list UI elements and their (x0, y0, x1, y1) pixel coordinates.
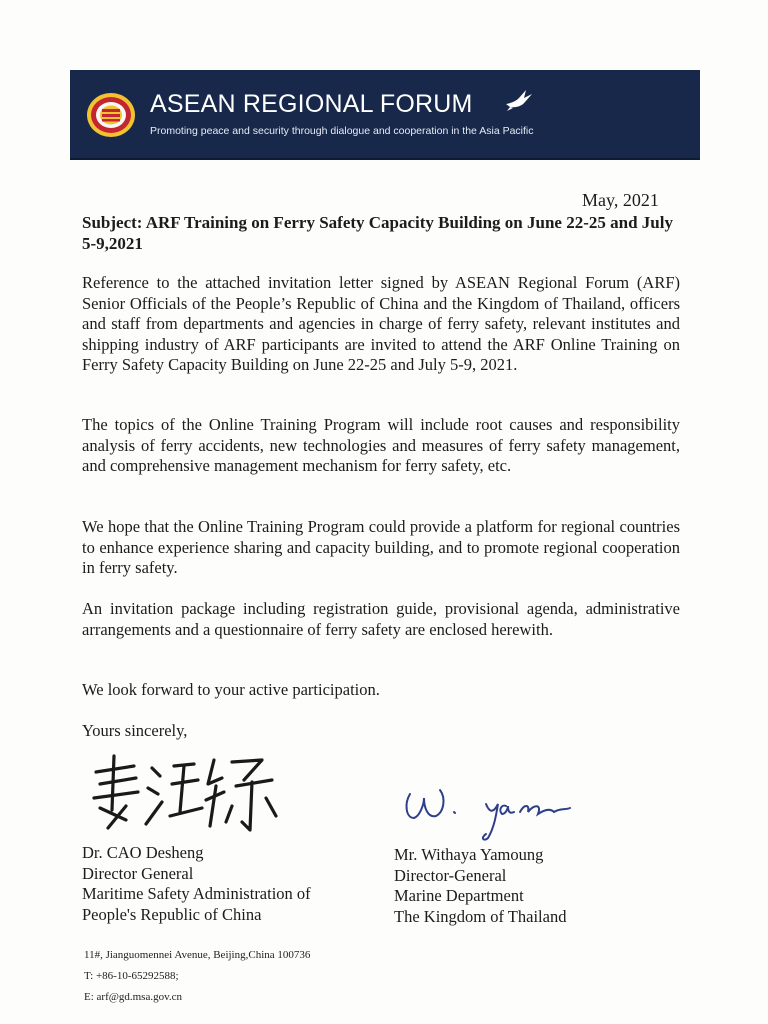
paragraph-reference: Reference to the attached invitation letter signed by ASEAN Regional Forum (ARF) Senior Officials of the People’s Republic of China and the Kingdom of Thailand, officers and staff from departments and agencies in charge of ferry safety, relevant institutes and shipping industry of ARF participants are invited to attend the ARF Online Training on Ferry Safety Capacity Building on June 22-25 and July 5-9, 2021. (82, 273, 680, 374)
asean-emblem-icon (86, 92, 136, 138)
paragraph-topics: The topics of the Online Training Program will include root causes and responsibility analysis of ferry accidents, new technologies and measures of ferry safety management, and comprehensive management mechanism for ferry safety, etc. (82, 415, 680, 475)
arf-banner (70, 70, 700, 160)
signatory-title: Director General (82, 863, 194, 883)
signatory-country: People's Republic of China (82, 904, 262, 924)
signatory-org: Marine Department (394, 886, 524, 905)
signatory-name: Dr. CAO Desheng (82, 843, 204, 862)
signatory-name: Mr. Withaya Yamoung (394, 845, 544, 864)
banner-title: ASEAN REGIONAL FORUM (150, 90, 473, 118)
footer-email: E: arf@gd.msa.gov.cn (84, 991, 183, 1003)
footer-phone: T: +86-10-65292588; (84, 970, 179, 982)
banner-tagline: Promoting peace and security through dialogue and cooperation in the Asia Pacific (150, 125, 534, 137)
paragraph-package: An invitation package including registration guide, provisional agenda, administrative arrangements and a questionnaire of ferry safety are enclosed herewith. (82, 599, 680, 639)
footer-address: 11#, Jianguomennei Avenue, Beijing,China 100736 (84, 949, 311, 961)
signature-withaya-yamoung (398, 782, 578, 844)
closing-line: Yours sincerely, (82, 721, 188, 740)
dove-icon (504, 88, 534, 114)
paragraph-platform: We hope that the Online Training Program could provide a platform for regional countries to enhance experience sharing and capacity building, and to promote regional cooperation in ferry safety. (82, 517, 680, 577)
signatory-title: Director-General (394, 865, 507, 885)
signature-cao-desheng (86, 750, 286, 840)
letter-subject: Subject: ARF Training on Ferry Safety Capacity Building on June 22-25 and July 5-9,2021 (82, 213, 673, 253)
signatory-country: The Kingdom of Thailand (394, 906, 567, 926)
signatory-china (82, 843, 311, 925)
contact-footer (84, 945, 310, 1008)
signatory-thailand (394, 845, 566, 927)
signatory-org: Maritime Safety Administration of (82, 884, 311, 903)
paragraph-forward: We look forward to your active participation. (82, 680, 380, 699)
letter-date: May, 2021 (582, 190, 659, 210)
